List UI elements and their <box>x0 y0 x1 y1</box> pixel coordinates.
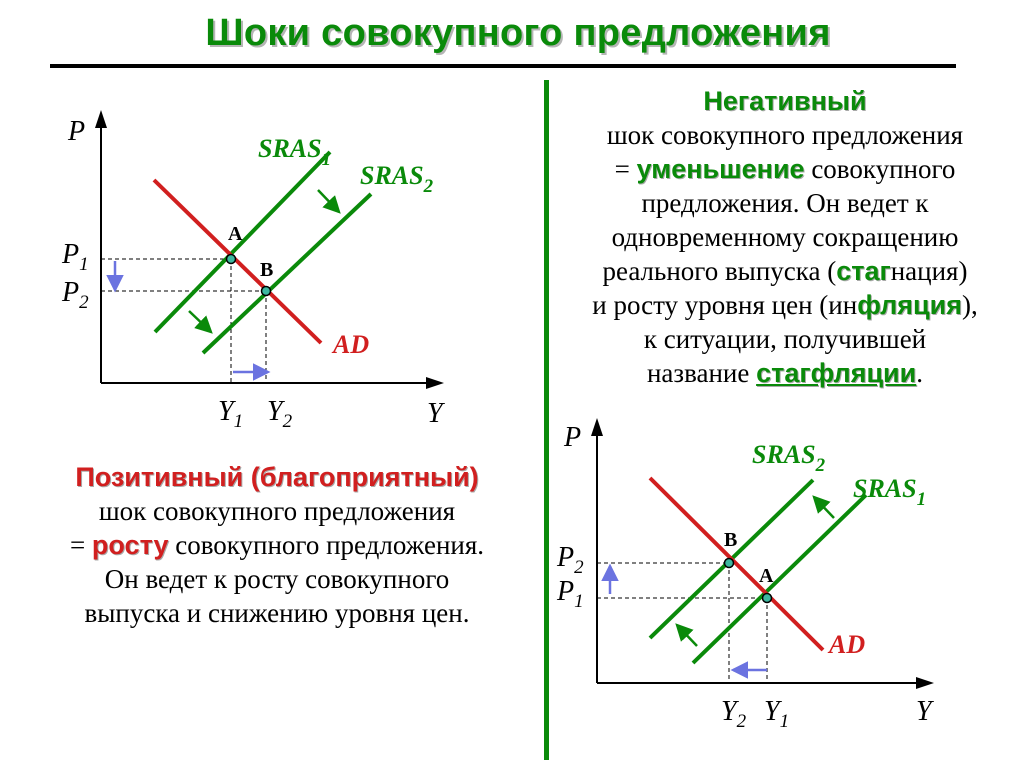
sras1-label: $SRAS_1$ <box>853 474 927 510</box>
right-graph <box>540 410 1020 750</box>
y-axis-label: Y <box>427 398 443 429</box>
sras2-label: $SRAS_2$ <box>752 440 826 476</box>
p2-label: $P_2$ <box>62 277 89 313</box>
point-b-marker <box>725 559 734 568</box>
point-a-label: A <box>759 565 774 587</box>
negative-line-1: шок совокупного предложения <box>606 120 964 150</box>
positive-keyword-growth: росту <box>91 530 169 560</box>
positive-shock-text <box>12 460 542 630</box>
shift-arrow-lower <box>189 311 211 332</box>
negative-line-6: и росту уровня цен (инфляция), <box>592 290 978 320</box>
point-a-marker <box>227 255 236 264</box>
p-axis-label: P <box>68 116 86 147</box>
point-b-label: B <box>260 259 274 281</box>
p1-label: $P_1$ <box>557 576 584 612</box>
negative-line-3: предложения. Он ведет к <box>641 188 929 218</box>
negative-line-2: = уменьшение совокупного <box>614 154 956 184</box>
y-axis-label: Y <box>916 696 932 727</box>
p2-label: $P_2$ <box>557 542 584 578</box>
point-b-marker <box>262 287 271 296</box>
point-b-label: B <box>724 529 738 551</box>
shift-arrow-lower <box>677 625 697 646</box>
sras1-line <box>155 152 330 332</box>
point-a-marker <box>763 594 772 603</box>
positive-line-2: = росту совокупного предложения. <box>69 530 485 560</box>
negative-line-4: одновременному сокращению <box>611 222 959 252</box>
ad-label: AD <box>829 630 866 659</box>
y2-label: $Y_2$ <box>721 696 747 732</box>
shift-arrow-upper <box>318 190 339 212</box>
y2-label: $Y_2$ <box>267 396 293 432</box>
stagflation-keyword: стагфляции <box>756 358 917 388</box>
positive-line-4: выпуска и снижению уровня цен. <box>84 598 470 628</box>
negative-line-8: название стагфляции. <box>646 358 923 388</box>
y1-label: $Y_1$ <box>764 696 790 732</box>
p-axis-label: P <box>564 422 582 453</box>
point-a-label: A <box>228 223 243 245</box>
positive-line-1: шок совокупного предложения <box>98 496 456 526</box>
negative-heading: Негативный <box>703 86 867 116</box>
sras2-label: $SRAS_2$ <box>360 161 434 197</box>
negative-shock-text <box>552 84 1018 390</box>
negative-line-5: реального выпуска (стагнация) <box>602 256 968 286</box>
ad-label: AD <box>333 330 370 359</box>
positive-heading: Позитивный (благоприятный) <box>75 462 479 492</box>
p1-label: $P_1$ <box>62 239 89 275</box>
shift-arrow-upper <box>814 497 834 518</box>
page-title: Шоки совокупного предложения <box>205 12 831 54</box>
y1-label: $Y_1$ <box>218 396 244 432</box>
negative-keyword-decrease: уменьшение <box>636 154 805 184</box>
sras1-label: $SRAS_1$ <box>258 134 332 170</box>
negative-line-7: к ситуации, получившей <box>643 324 927 354</box>
positive-line-3: Он ведет к росту совокупного <box>104 564 450 594</box>
left-graph <box>0 0 540 460</box>
